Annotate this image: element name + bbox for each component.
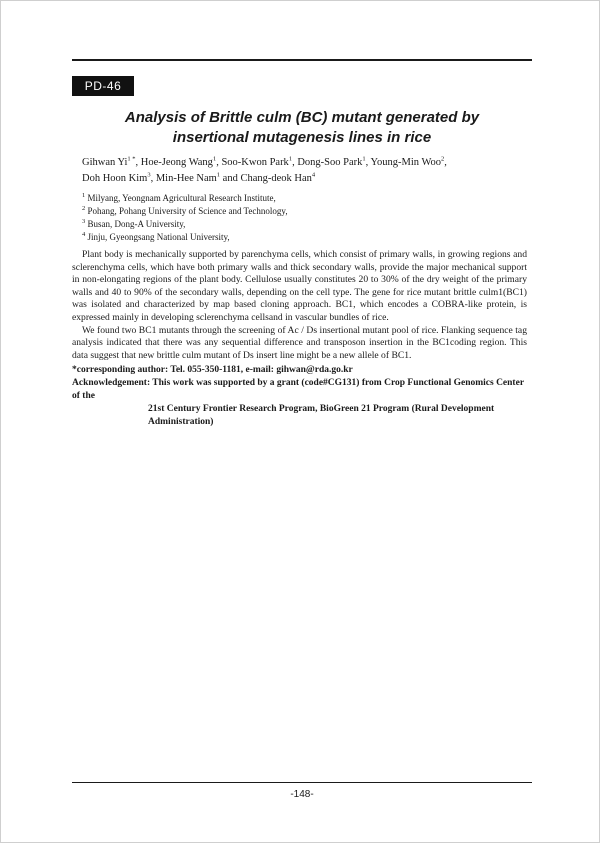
author-separator: , — [135, 157, 141, 168]
author-line-2 — [82, 171, 522, 187]
author-separator: , — [365, 157, 371, 168]
affiliation-item — [82, 218, 522, 231]
author-affil-mark: 2 — [441, 155, 445, 163]
affiliation-text: Milyang, Yeongnam Agricultural Research Institute, — [87, 193, 276, 203]
author-affil-mark: 4 — [311, 171, 316, 179]
author-name: Young-Min Woo — [370, 157, 442, 168]
affiliation-item — [82, 205, 522, 218]
author-name: Min-Hee Nam — [155, 173, 217, 184]
author-name: Dong-Soo Park — [297, 157, 363, 168]
session-badge: PD-46 — [72, 76, 134, 96]
affiliation-text: Jinju, Gyeongsang National University, — [87, 232, 230, 242]
acknowledgement-line-1: Acknowledgement: This work was supported by a grant (code#CG131) from Crop Functional Genomics Center of the — [72, 378, 524, 401]
author-name: Soo-Kwon Park — [221, 157, 289, 168]
affiliation-item — [82, 192, 522, 205]
author-affil-mark: 1 — [216, 171, 221, 179]
author-line-1 — [82, 155, 522, 171]
bottom-rule — [72, 782, 532, 783]
author-separator: , — [216, 157, 222, 168]
author-name: Gihwan Yi — [82, 157, 128, 168]
page-number: -148- — [290, 789, 314, 800]
author-separator: , — [292, 157, 298, 168]
author-affil-mark: 1 * — [127, 155, 136, 163]
acknowledgement — [72, 377, 532, 429]
author-affil-mark: 1 — [212, 155, 217, 163]
author-separator: , — [444, 157, 447, 168]
author-affil-mark: 1 — [362, 155, 366, 163]
affiliation-text: Busan, Dong-A University, — [87, 219, 186, 229]
affiliation-number: 1 — [82, 192, 86, 199]
abstract-paragraph-2: We found two BC1 mutants through the screening of Ac / Ds insertional mutant pool of rice. Flanking sequence tag analysis indicated that there was any sequential difference and transposon insertion in the BC1coding region. This data suggest that new brittle culm mutant of Ds insert line might be a new allele of BC1. — [72, 324, 527, 361]
author-name: Chang-deok Han — [240, 173, 312, 184]
author-affil-mark: 1 — [288, 155, 293, 163]
abstract-paragraph-1: Plant body is mechanically supported by parenchyma cells, which consist of primary walls, in growing regions and sclerenchyma cells, which have both primary walls and thick secondary walls, provide the major mechanical support in non-elongating regions of the plant body. Cellulose usually constitutes 20 to 30% of the dry weight of the primary walls and 40 to 90% of the secondary walls, depending on the cell type. The gene for rice mutant brittle culm1(BC1) was isolated and characterized by map based cloning approach. BC1, which encodes a COBRA-like protein, is expressed mainly in developing sclerenchyma cellsand in vascular bundles of rice. — [72, 249, 527, 323]
abstract-body — [72, 249, 527, 362]
affiliation-number: 4 — [82, 231, 86, 238]
author-separator: and — [220, 173, 241, 184]
title-line-1: Analysis of Brittle culm (BC) mutant generated by — [124, 109, 480, 126]
author-name: Hoe-Jeong Wang — [140, 157, 213, 168]
affiliation-number: 3 — [82, 218, 86, 225]
affiliation-item — [82, 231, 522, 244]
acknowledgement-line-2: 21st Century Frontier Research Program, BioGreen 21 Program (Rural Development Administration) — [148, 404, 495, 427]
corresponding-author: *corresponding author: Tel. 055-350-1181, e-mail: gihwan@rda.go.kr — [72, 365, 353, 375]
author-list — [82, 155, 522, 187]
top-rule — [72, 59, 532, 61]
author-affil-mark: 3 — [147, 171, 151, 179]
affiliation-list — [82, 192, 522, 244]
author-name: Doh Hoon Kim — [82, 173, 148, 184]
paper-title — [72, 108, 532, 148]
title-line-2: insertional mutagenesis lines in rice — [172, 129, 432, 146]
affiliation-number: 2 — [82, 205, 86, 212]
author-separator: , — [150, 173, 156, 184]
affiliation-text: Pohang, Pohang University of Science and Technology, — [87, 206, 288, 216]
